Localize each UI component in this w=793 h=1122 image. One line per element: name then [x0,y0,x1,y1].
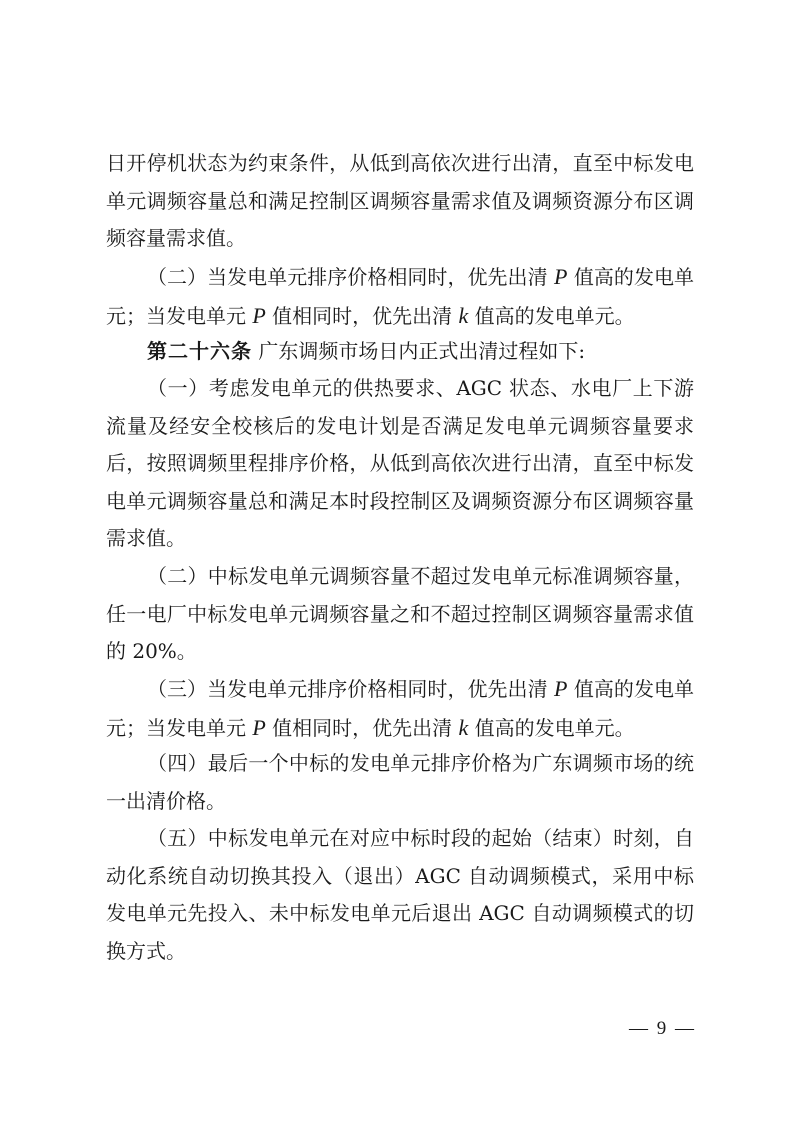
text-run: 值相同时，优先出清 [265,715,459,740]
paragraph-item-5 [106,820,694,970]
text-run: 值高的发电单元；当发电单元 [106,265,695,328]
article-intro-text: 广东调频市场日内正式出清过程如下: [252,339,586,363]
variable-p: P [252,714,266,740]
article-label: 第二十六条 [147,339,252,363]
variable-p: P [554,264,568,289]
paragraph-item-4 [106,745,694,820]
paragraph-text: （五）中标发电单元在对应中标时段的起始（结束）时刻，自动化系统自动切换其投入（退出）AGC 自动调频模式，采用中标发电单元先投入、未中标发电单元后退出 AGC 自动调频模式的切换方式。 [106,826,694,963]
paragraph-text: （四）最后一个中标的发电单元排序价格为广东调频市场的统一出清价格。 [106,751,694,813]
paragraph-item-2-price-tie [106,258,694,335]
paragraph-continuation [106,145,694,258]
text-run: （三）当发电单元排序价格相同时，优先出清 [147,677,555,701]
text-run: 值相同时，优先出清 [265,303,459,328]
paragraph-text: （二）中标发电单元调频容量不超过发电单元标准调频容量，任一电厂中标发电单元调频容量之和不超过控制区调频容量需求值的 20%。 [106,564,694,663]
text-run: 值高的发电单元。 [468,303,635,328]
text-run: 值高的发电单元。 [468,715,635,740]
variable-p: P [554,676,568,701]
text-run: （二）当发电单元排序价格相同时，优先出清 [147,265,555,289]
paragraph-item-3 [106,670,694,747]
variable-k: k [458,714,469,740]
article-26-heading [106,333,694,371]
variable-k: k [458,302,469,328]
paragraph-text: （一）考虑发电单元的供热要求、AGC 状态、水电厂上下游流量及经安全校核后的发电计划是否满足发电单元调频容量要求后，按照调频里程排序价格，从低到高依次进行出清，直至中标发电单元调频容量总和满足本时段控制区及调频资源分布区调频容量需求值。 [106,376,694,550]
paragraph-text: 日开停机状态为约束条件，从低到高依次进行出清，直至中标发电单元调频容量总和满足控制区调频容量需求值及调频资源分布区调频容量需求值。 [106,151,694,250]
paragraph-item-2 [106,558,694,671]
page-number: — 9 — [629,1018,696,1039]
variable-p: P [252,302,266,328]
paragraph-item-1 [106,370,694,558]
text-run: 值高的发电单元；当发电单元 [106,677,695,740]
